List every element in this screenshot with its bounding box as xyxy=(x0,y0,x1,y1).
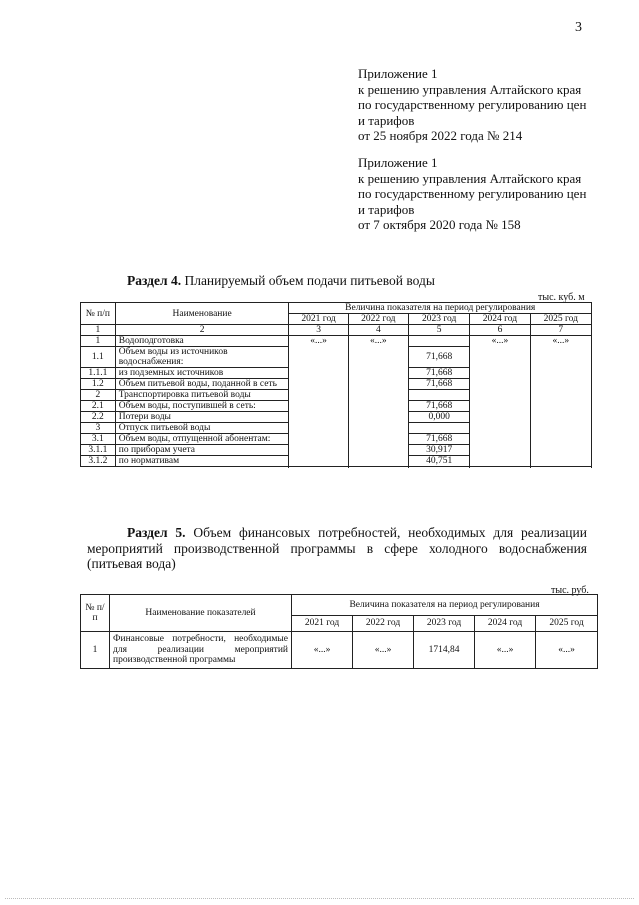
row-num: 3.1 xyxy=(81,434,116,445)
value-2025: «...» xyxy=(536,632,598,669)
value-2023: 1714,84 xyxy=(414,632,475,669)
placeholder-2022: «...» xyxy=(348,336,408,467)
value-2023: 71,668 xyxy=(409,368,470,379)
appendix-line: Приложение 1 xyxy=(358,66,438,81)
row-name: Объем питьевой воды, поданной в сеть xyxy=(115,379,289,390)
header-num: № п/п xyxy=(81,595,110,632)
col-number: 4 xyxy=(348,325,408,336)
appendix-header-new xyxy=(358,66,586,144)
section4-title xyxy=(127,273,435,289)
value-2024: «...» xyxy=(475,632,536,669)
row-name: Водоподготовка xyxy=(115,336,289,347)
row-num: 1 xyxy=(81,632,110,669)
value-2021: «...» xyxy=(292,632,353,669)
header-name: Наименование xyxy=(115,303,289,325)
row-num: 2 xyxy=(81,390,116,401)
value-2023: 71,668 xyxy=(409,401,470,412)
row-num: 3.1.1 xyxy=(81,445,116,456)
table-row xyxy=(81,632,598,669)
col-number: 6 xyxy=(470,325,530,336)
row-name: Объем воды из источников водоснабжения: xyxy=(115,347,289,368)
section5-title-rest: Объем финансовых потребностей, необходимых для реализации xyxy=(185,525,587,540)
placeholder-2021: «...» xyxy=(289,336,348,467)
row-num: 2.1 xyxy=(81,401,116,412)
section5-title-bold: Раздел 5. xyxy=(127,525,186,540)
placeholder-2024: «...» xyxy=(470,336,530,467)
header-year: 2021 год xyxy=(289,314,348,325)
row-num: 1.1.1 xyxy=(81,368,116,379)
header-period: Величина показателя на период регулирования xyxy=(289,303,592,314)
scan-edge-divider xyxy=(5,898,634,899)
row-name: Транспортировка питьевой воды xyxy=(115,390,289,401)
row-num: 2.2 xyxy=(81,412,116,423)
value-2023: 71,668 xyxy=(409,347,470,368)
section5-title xyxy=(87,525,587,572)
row-name: по приборам учета xyxy=(115,445,289,456)
row-name: Отпуск питьевой воды xyxy=(115,423,289,434)
row-name: Объем воды, отпущенной абонентам: xyxy=(115,434,289,445)
value-2022: «...» xyxy=(353,632,414,669)
value-2023 xyxy=(409,423,470,434)
row-name: Финансовые потребности, необходимые для реализации мероприятий производственной программы xyxy=(110,632,292,669)
appendix-line: Приложение 1 xyxy=(358,155,438,170)
value-2023 xyxy=(409,390,470,401)
section5-unit: тыс. руб. xyxy=(551,585,589,596)
section5-table xyxy=(80,594,598,669)
header-year: 2025 год xyxy=(536,616,598,632)
col-number: 3 xyxy=(289,325,348,336)
table-row xyxy=(81,336,592,347)
col-number: 1 xyxy=(81,325,116,336)
appendix-line: и тарифов xyxy=(358,201,415,217)
section4-title-bold: Раздел 4. xyxy=(127,273,182,288)
row-name: из подземных источников xyxy=(115,368,289,379)
section4-table xyxy=(80,302,592,467)
appendix-line: от 7 октября 2020 года № 158 xyxy=(358,217,521,232)
value-2023: 0,000 xyxy=(409,412,470,423)
value-2023: 30,917 xyxy=(409,445,470,456)
header-year: 2022 год xyxy=(348,314,408,325)
appendix-line: и тарифов xyxy=(358,112,415,128)
section5-title-line2: мероприятий производственной программы в сфере холодного водоснабжения (питьевая вода) xyxy=(87,540,587,571)
row-num: 1.2 xyxy=(81,379,116,390)
row-name: Потери воды xyxy=(115,412,289,423)
header-year: 2022 год xyxy=(353,616,414,632)
row-num: 3 xyxy=(81,423,116,434)
page-number: 3 xyxy=(575,20,582,35)
header-num: № п/п xyxy=(81,303,116,325)
section4-title-rest: Планируемый объем подачи питьевой воды xyxy=(181,273,435,288)
appendix-line: по государственному регулированию цен xyxy=(358,186,587,201)
value-2023 xyxy=(409,336,470,347)
header-name: Наименование показателей xyxy=(110,595,292,632)
appendix-header-old xyxy=(358,155,586,233)
header-period: Величина показателя на период регулирования xyxy=(292,595,598,616)
header-year: 2023 год xyxy=(409,314,470,325)
col-number: 5 xyxy=(409,325,470,336)
row-name: по нормативам xyxy=(115,456,289,467)
row-num: 1.1 xyxy=(81,347,116,368)
header-year: 2024 год xyxy=(475,616,536,632)
value-2023: 71,668 xyxy=(409,434,470,445)
row-num: 1 xyxy=(81,336,116,347)
appendix-line: по государственному регулированию цен xyxy=(358,97,587,112)
appendix-line: от 25 ноября 2022 года № 214 xyxy=(358,128,523,143)
header-year: 2021 год xyxy=(292,616,353,632)
placeholder-2025: «...» xyxy=(530,336,591,467)
section4-unit: тыс. куб. м xyxy=(538,292,585,303)
value-2023: 40,751 xyxy=(409,456,470,467)
col-number: 7 xyxy=(530,325,591,336)
value-2023: 71,668 xyxy=(409,379,470,390)
row-name: Объем воды, поступившей в сеть: xyxy=(115,401,289,412)
col-number: 2 xyxy=(115,325,289,336)
row-num: 3.1.2 xyxy=(81,456,116,467)
header-year: 2024 год xyxy=(470,314,530,325)
appendix-line: к решению управления Алтайского края xyxy=(358,81,582,97)
appendix-line: к решению управления Алтайского края xyxy=(358,170,582,186)
header-year: 2025 год xyxy=(530,314,591,325)
header-year: 2023 год xyxy=(414,616,475,632)
